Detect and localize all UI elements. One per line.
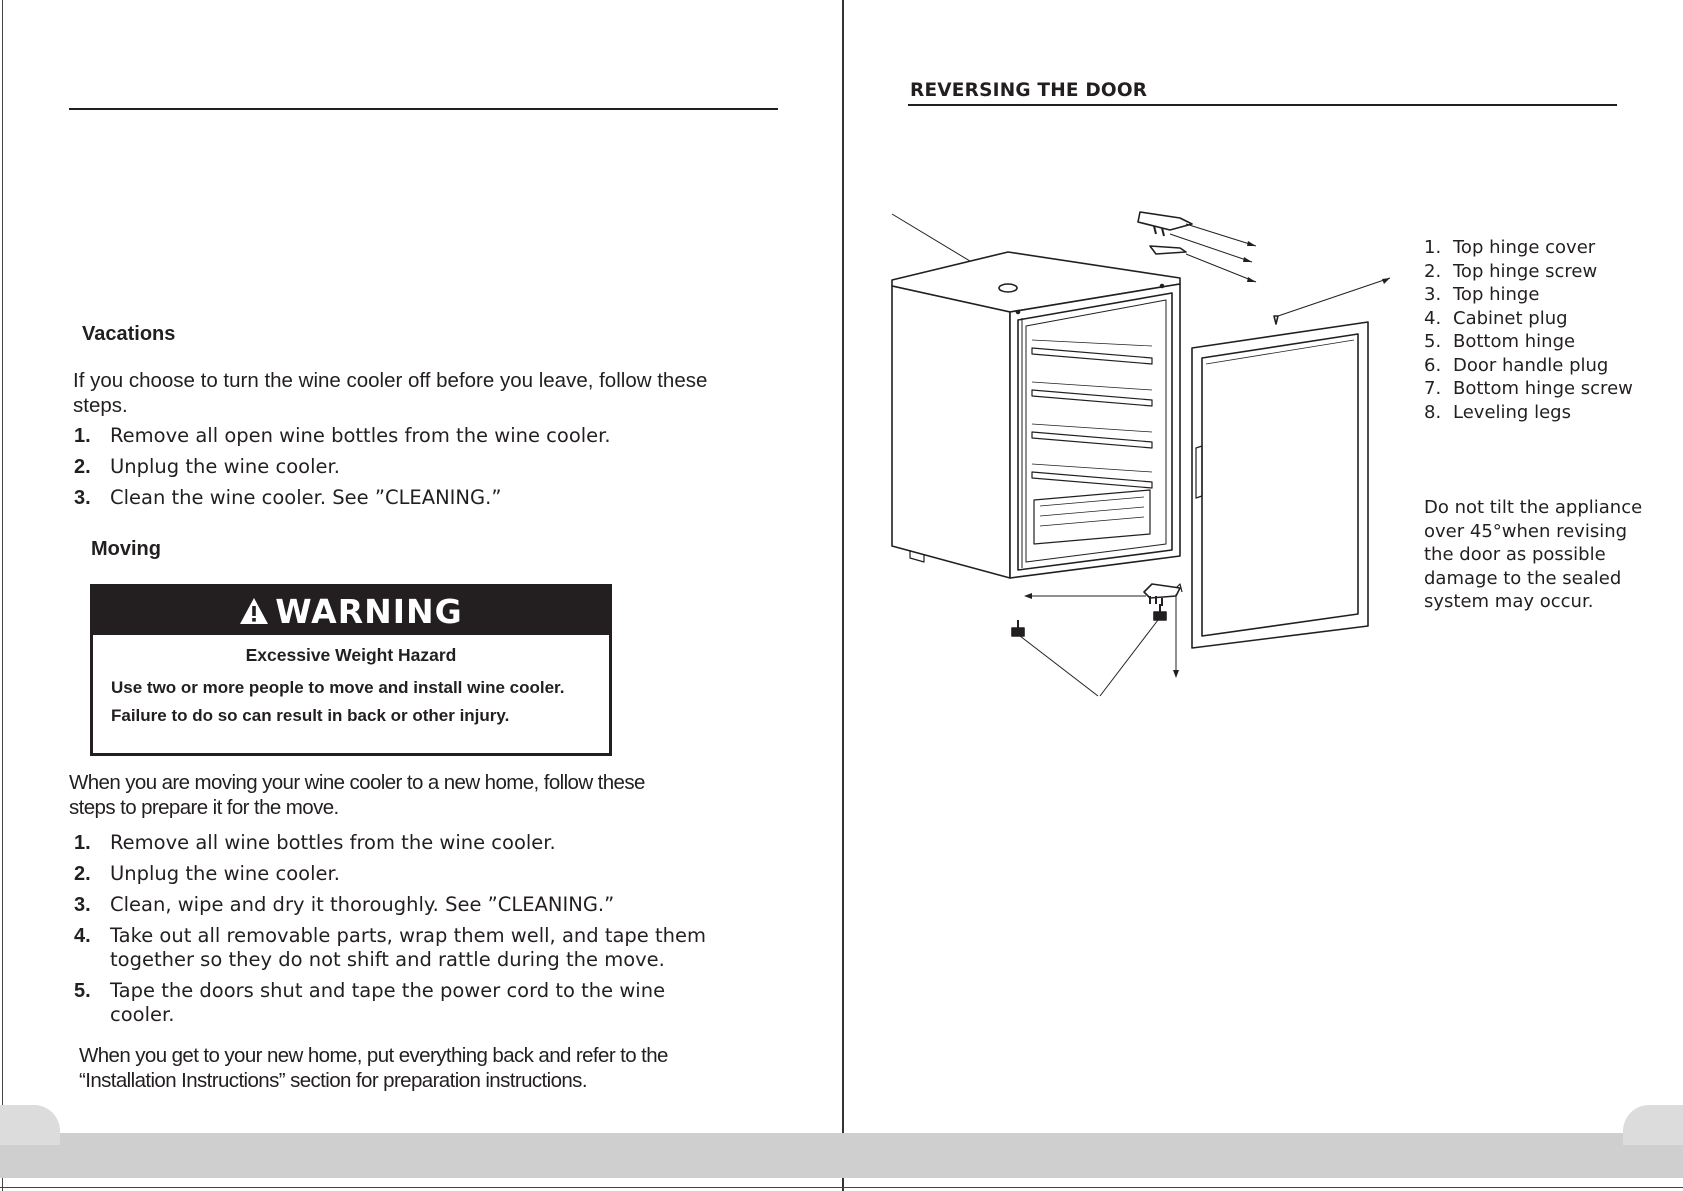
- door-reversal-diagram: [880, 200, 1400, 710]
- step-number: 5.: [74, 980, 91, 1002]
- footer-band: [0, 1133, 1683, 1178]
- part-label: Bottom hinge: [1453, 331, 1576, 352]
- list-item: [1424, 307, 1633, 331]
- list-item: [1424, 401, 1633, 425]
- part-label: Leveling legs: [1453, 401, 1571, 423]
- list-item: [1424, 330, 1633, 354]
- list-item: [1424, 377, 1633, 401]
- part-number: 3.: [1424, 284, 1442, 305]
- list-item: [74, 455, 714, 479]
- step-text: Clean, wipe and dry it thoroughly. See ”CLEANING.”: [110, 893, 615, 916]
- list-item: [1424, 260, 1633, 284]
- moving-intro: When you are moving your wine cooler to a new home, follow these steps to prepare it for the move.: [69, 771, 645, 819]
- step-text: Take out all removable parts, wrap them well, and tape them together so they do not shift and rattle during the move.: [110, 924, 706, 971]
- list-item: [74, 424, 714, 448]
- step-number: 1.: [74, 832, 91, 854]
- step-number: 3.: [74, 894, 91, 916]
- list-item: [1424, 354, 1633, 378]
- part-number: 1.: [1424, 237, 1442, 258]
- page-bottom-edge: [0, 1187, 1683, 1188]
- footer-tab-right: [1623, 1105, 1683, 1145]
- step-text: Clean the wine cooler. See ”CLEANING.”: [110, 486, 502, 509]
- vacations-heading: Vacations: [82, 323, 176, 345]
- part-label: Bottom hinge screw: [1453, 378, 1633, 399]
- list-item: [1424, 236, 1633, 260]
- step-text: Unplug the wine cooler.: [110, 862, 340, 885]
- left-header-rule: [69, 108, 778, 110]
- part-label: Cabinet plug: [1453, 307, 1568, 329]
- warning-banner: [93, 587, 609, 635]
- list-item: [74, 893, 734, 917]
- step-text: Remove all wine bottles from the wine cooler.: [110, 831, 556, 854]
- step-number: 1.: [74, 425, 91, 447]
- right-header-rule: [908, 104, 1617, 106]
- part-label: Top hinge screw: [1453, 260, 1598, 282]
- list-item: [74, 831, 734, 855]
- parts-list: [1424, 236, 1633, 424]
- warning-line-1: Use two or more people to move and install wine cooler.: [111, 678, 565, 697]
- step-number: 2.: [74, 863, 91, 885]
- warning-box: [90, 584, 612, 756]
- list-item: [74, 979, 720, 1027]
- page-title: REVERSING THE DOOR: [910, 80, 1148, 101]
- part-number: 6.: [1424, 354, 1442, 376]
- vacations-steps: [74, 424, 714, 510]
- tilt-caution-note: Do not tilt the appliance over 45°when revising the door as possible damage to the sealed system may occur.: [1424, 497, 1643, 612]
- list-item: [1424, 283, 1633, 307]
- list-item: [74, 486, 714, 510]
- part-label: Door handle plug: [1453, 354, 1609, 376]
- moving-heading: Moving: [91, 538, 161, 560]
- footer-tab-left: [0, 1105, 60, 1145]
- page-edge-left: [2, 0, 3, 1191]
- list-item: [74, 862, 734, 886]
- step-number: 3.: [74, 487, 91, 509]
- part-number: 2.: [1424, 260, 1442, 282]
- step-number: 2.: [74, 456, 91, 478]
- part-label: Top hinge: [1453, 284, 1540, 305]
- vacations-intro: If you choose to turn the wine cooler off before you leave, follow these steps.: [73, 369, 708, 417]
- warning-triangle-icon: [239, 597, 269, 625]
- part-number: 4.: [1424, 307, 1442, 329]
- part-number: 7.: [1424, 378, 1442, 399]
- warning-subtitle: Excessive Weight Hazard: [245, 645, 457, 665]
- step-number: 4.: [74, 925, 91, 947]
- part-label: Top hinge cover: [1453, 237, 1596, 258]
- warning-line-2: Failure to do so can result in back or other injury.: [111, 706, 510, 725]
- list-item: [74, 924, 734, 972]
- part-number: 5.: [1424, 331, 1442, 352]
- moving-outro: When you get to your new home, put everything back and refer to the “Installation Instructions” section for preparation instructions.: [79, 1044, 668, 1092]
- warning-title: WARNING: [275, 591, 463, 631]
- part-number: 8.: [1424, 401, 1442, 423]
- moving-steps: [74, 831, 734, 1027]
- page-gutter: [842, 0, 844, 1191]
- step-text: Unplug the wine cooler.: [110, 455, 340, 478]
- step-text: Tape the doors shut and tape the power cord to the wine cooler.: [110, 979, 666, 1026]
- step-text: Remove all open wine bottles from the wine cooler.: [110, 424, 611, 447]
